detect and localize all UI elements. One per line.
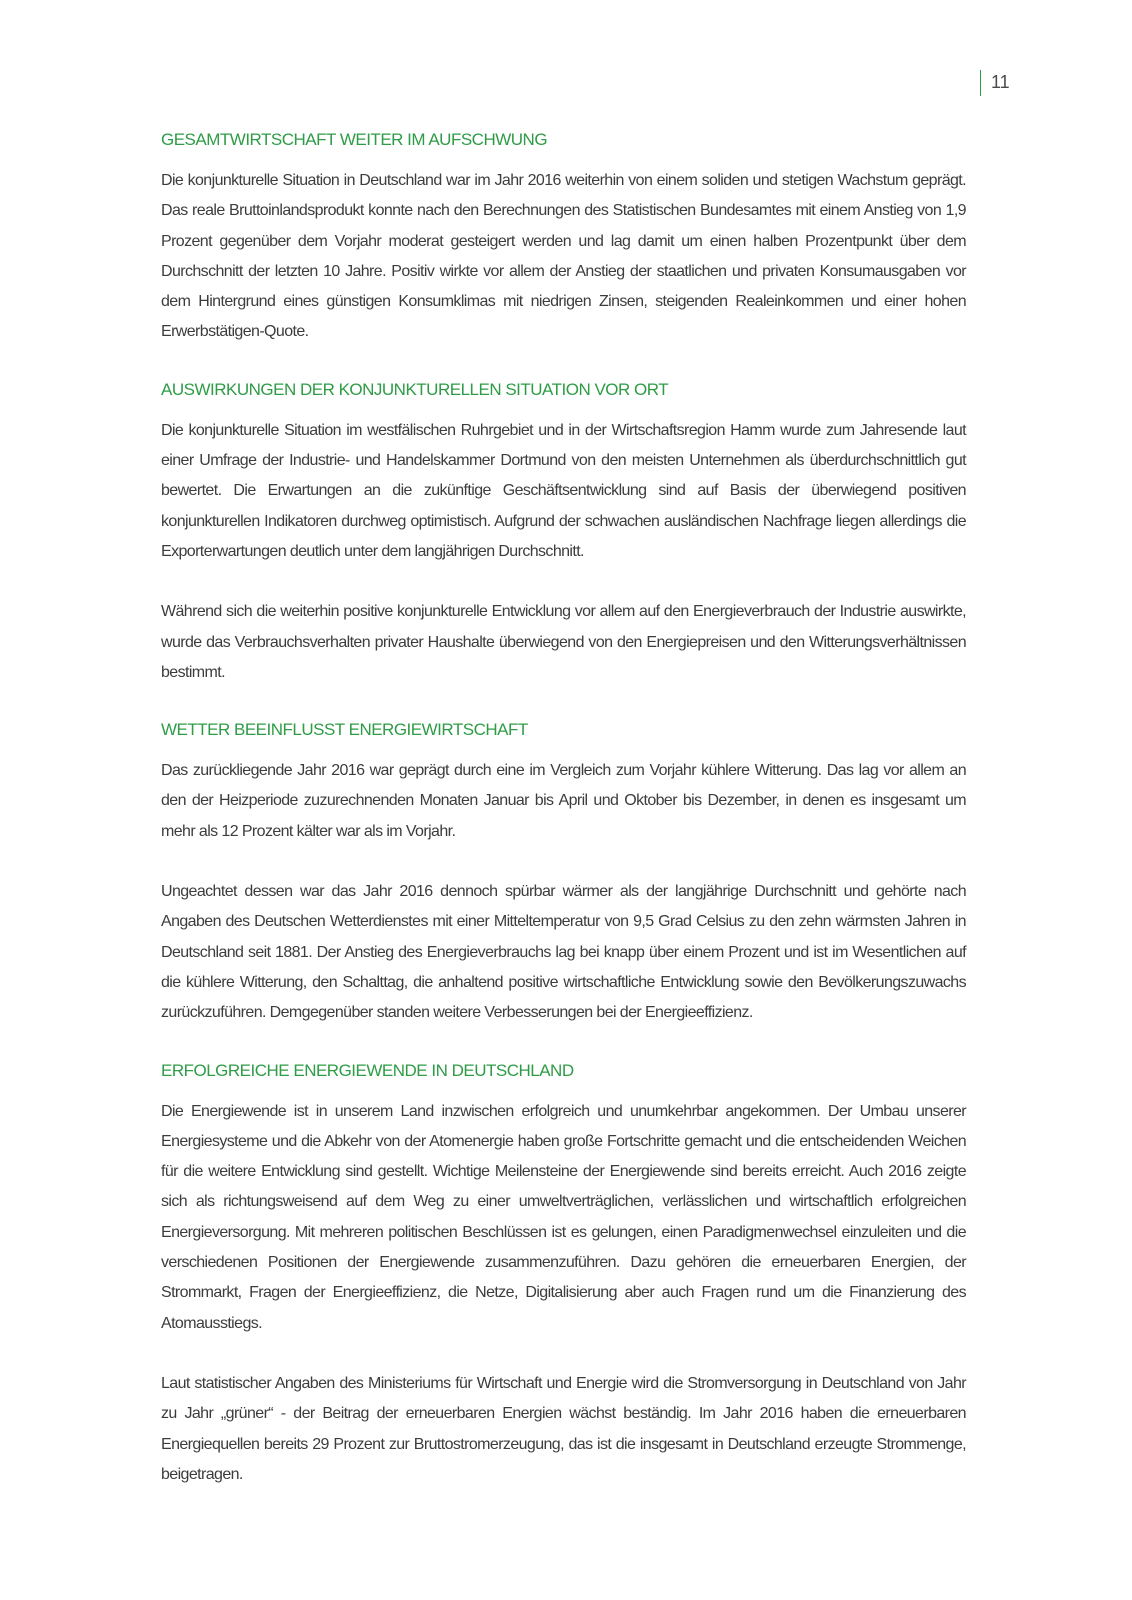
document-body <box>161 128 966 1520</box>
section-heading: WETTER BEEINFLUSST ENERGIEWIRTSCHAFT <box>161 720 528 740</box>
section-wetter <box>161 718 966 1028</box>
section-gesamtwirtschaft <box>161 128 966 348</box>
section-heading: ERFOLGREICHE ENERGIEWENDE IN DEUTSCHLAND <box>161 1060 574 1080</box>
paragraph: Die Energiewende ist in unserem Land inzwischen erfolgreich und unumkehrbar angekommen. Der Umbau unserer Energiesysteme und die Abkehr von der Atomenergie haben große Fortschritte gemacht und die entscheidenden Weichen für die weitere Entwicklung sind gestellt. Wichtige Meilensteine der Energiewende sind bereits erreicht. Auch 2016 zeigte sich als richtungsweisend auf dem Weg zu einer umweltverträglichen, verlässlichen und wirtschaftlich erfolgreichen Energieversorgung. Mit mehreren politischen Beschlüssen ist es gelungen, einen Paradigmenwechsel einzuleiten und die verschiedenen Positionen der Energiewende zusammenzuführen. Dazu gehören die erneuerbaren Energien, der Strommarkt, Fragen der Energieeffizienz, die Netze, Digitalisierung aber auch Fragen rund um die Finanzierung des Atomausstiegs. <box>161 1102 966 1332</box>
section-heading: AUSWIRKUNGEN DER KONJUNKTURELLEN SITUATION VOR ORT <box>161 379 669 399</box>
page-number: 11 <box>980 70 1010 96</box>
section-energiewende <box>161 1059 966 1491</box>
section-heading: GESAMTWIRTSCHAFT WEITER IM AUFSCHWUNG <box>161 130 548 149</box>
paragraph: Die konjunkturelle Situation in Deutschland war im Jahr 2016 weiterhin von einem soliden und stetigen Wachstum geprägt. Das reale Bruttoinlandsprodukt konnte nach den Berechnungen des Statistischen Bundesamtes mit einem Anstieg von 1,9 Prozent gegenüber dem Vorjahr moderat gesteigert werden und lag damit um einen halben Prozentpunkt über dem Durchschnitt der letzten 10 Jahre. Positiv wirkte vor allem der Anstieg der staatlichen und privaten Konsumausgaben vor dem Hintergrund eines günstigen Konsumklimas mit niedrigen Zinsen, steigenden Realeinkommen und einer hohen Erwerbstätigen-Quote. <box>161 172 966 341</box>
paragraph: Laut statistischer Angaben des Ministeriums für Wirtschaft und Energie wird die Stromversorgung in Deutschland von Jahr zu Jahr „grüner“ - der Beitrag der erneuerbaren Energien wächst beständig. Im Jahr 2016 haben die erneuerbaren Energiequellen bereits 29 Prozent zur Bruttostromerzeugung, das ist die insgesamt in Deutschland erzeugte Strommenge, beigetragen. <box>161 1374 966 1483</box>
paragraph: Während sich die weiterhin positive konjunkturelle Entwicklung vor allem auf den Energieverbrauch der Industrie auswirkte, wurde das Verbrauchsverhalten privater Haushalte überwiegend von den Energiepreisen und den Witterungsverhältnissen bestimmt. <box>161 603 966 681</box>
section-auswirkungen <box>161 378 966 688</box>
paragraph: Die konjunkturelle Situation im westfälischen Ruhrgebiet und in der Wirtschaftsregion Hamm wurde zum Jahresende laut einer Umfrage der Industrie- und Handelskammer Dortmund von den meisten Unternehmen als überdurchschnittlich gut bewertet. Die Erwartungen an die zukünftige Geschäftsentwicklung sind auf Basis der überwiegend positiven konjunkturellen Indikatoren durchweg optimistisch. Aufgrund der schwachen ausländischen Nachfrage liegen allerdings die Exporterwartungen deutlich unter dem langjährigen Durchschnitt. <box>161 421 966 560</box>
paragraph: Ungeachtet dessen war das Jahr 2016 dennoch spürbar wärmer als der langjährige Durchschnitt und gehörte nach Angaben des Deutschen Wetterdienstes mit einer Mitteltemperatur von 9,5 Grad Celsius zu den zehn wärmsten Jahren in Deutschland seit 1881. Der Anstieg des Energieverbrauchs lag bei knapp über einem Prozent und ist im Wesentlichen auf die kühlere Witterung, den Schalttag, die anhaltend positive wirtschaftliche Entwicklung sowie den Bevölkerungszuwachs zurückzuführen. Demgegenüber standen weitere Verbesserungen bei der Energieeffizienz. <box>161 883 966 1022</box>
paragraph: Das zurückliegende Jahr 2016 war geprägt durch eine im Vergleich zum Vorjahr kühlere Witterung. Das lag vor allem an den der Heizperiode zuzurechnenden Monaten Januar bis April und Oktober bis Dezember, in denen es insgesamt um mehr als 12 Prozent kälter war als im Vorjahr. <box>161 762 966 840</box>
